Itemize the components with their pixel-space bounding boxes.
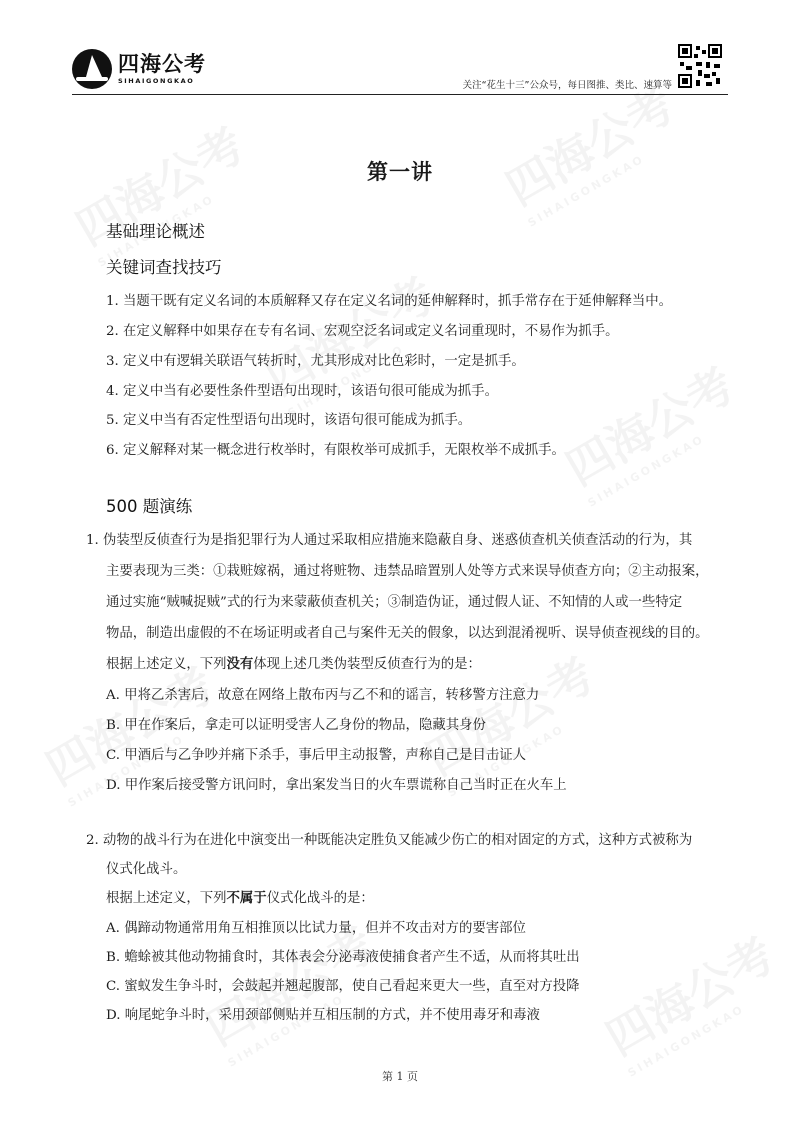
qr-code-icon — [678, 44, 722, 88]
question-1-line: 1. 伪装型反侦查行为是指犯罪行为人通过采取相应措施来隐蔽自身、迷惑侦查机关侦查活动的行为，其 — [86, 533, 693, 548]
question-2-line: 2. 动物的战斗行为在进化中演变出一种既能决定胜负又能减少伤亡的相对固定的方式，这种方式被称为 — [86, 833, 693, 848]
technique-item: 1. 当题干既有定义名词的本质解释又存在定义名词的延伸解释时，抓手常存在于延伸解释当中。 — [106, 294, 673, 309]
question-1-option-d: D. 甲作案后接受警方讯问时，拿出案发当日的火车票谎称自己当时正在火车上 — [106, 778, 567, 793]
question-1-prompt: 根据上述定义，下列没有体现上述几类伪装型反侦查行为的是： — [106, 657, 481, 672]
technique-item: 3. 定义中有逻辑关联语气转折时，尤其形成对比色彩时，一定是抓手。 — [106, 354, 525, 369]
page-title: 第一讲 — [367, 160, 433, 184]
question-1-option-b: B. 甲在作案后，拿走可以证明受害人乙身份的物品，隐藏其身份 — [106, 718, 486, 733]
question-1-line: 主要表现为三类：①栽赃嫁祸，通过将赃物、违禁品暗置别人处等方式来误导侦查方向；②主动报案， — [106, 564, 709, 579]
sailboat-logo-icon — [72, 49, 112, 89]
technique-item: 5. 定义中当有否定性型语句出现时，该语句很可能成为抓手。 — [106, 413, 472, 428]
question-2-option-a: A. 偶蹄动物通常用角互相推顶以比试力量，但并不攻击对方的要害部位 — [106, 921, 526, 936]
section-heading-keywords: 关键词查找技巧 — [106, 258, 222, 277]
technique-item: 4. 定义中当有必要性条件型语句出现时，该语句很可能成为抓手。 — [106, 384, 498, 399]
brand-logo — [72, 49, 206, 89]
question-1-option-a: A. 甲将乙杀害后，故意在网络上散布丙与乙不和的谣言，转移警方注意力 — [106, 688, 540, 703]
section-heading-theory: 基础理论概述 — [106, 222, 205, 241]
watermark — [553, 349, 752, 509]
question-2-option-b: B. 蟾蜍被其他动物捕食时，其体表会分泌毒液使捕食者产生不适，从而将其吐出 — [106, 950, 580, 965]
logo-cn-text: 四海公考 — [118, 51, 206, 76]
watermark — [63, 109, 262, 269]
question-2-option-c: C. 蜜蚁发生争斗时，会鼓起并翘起腹部，使自己看起来更大一些，直至对方投降 — [106, 979, 580, 994]
question-2-line: 仪式化战斗。 — [106, 862, 187, 877]
logo-en-text: SIHAIGONGKAO — [118, 76, 195, 85]
header-slogan: 关注“花生十三”公众号，每日图推、类比、速算等 — [462, 80, 672, 91]
question-1-line: 通过实施“贼喊捉贼”式的行为来蒙蔽侦查机关；③制造伪证，通过假人证、不知情的人或一些特定 — [106, 595, 683, 610]
question-2-prompt: 根据上述定义，下列不属于仪式化战斗的是： — [106, 891, 374, 906]
question-1-option-c: C. 甲酒后与乙争吵并痛下杀手，事后甲主动报警，声称自己是目击证人 — [106, 748, 526, 763]
page-number: 第 1 页 — [382, 1070, 418, 1083]
technique-item: 6. 定义解释对某一概念进行枚举时，有限枚举可成抓手，无限枚举不成抓手。 — [106, 443, 565, 458]
question-1-keyword: 没有 — [226, 657, 254, 672]
question-2-keyword: 不属于 — [226, 891, 267, 906]
question-1-line: 物品，制造出虚假的不在场证明或者自己与案件无关的假象，以达到混淆视听、误导侦查视线的目的。 — [106, 626, 709, 641]
question-2-option-d: D. 响尾蛇争斗时，采用颈部侧贴并互相压制的方式，并不使用毒牙和毒液 — [106, 1008, 540, 1023]
technique-item: 2. 在定义解释中如果存在专有名词、宏观空泛名词或定义名词重现时，不易作为抓手。 — [106, 324, 619, 339]
watermark — [593, 919, 792, 1079]
page-header — [72, 44, 728, 95]
section-heading-practice: 500 题演练 — [106, 497, 193, 516]
